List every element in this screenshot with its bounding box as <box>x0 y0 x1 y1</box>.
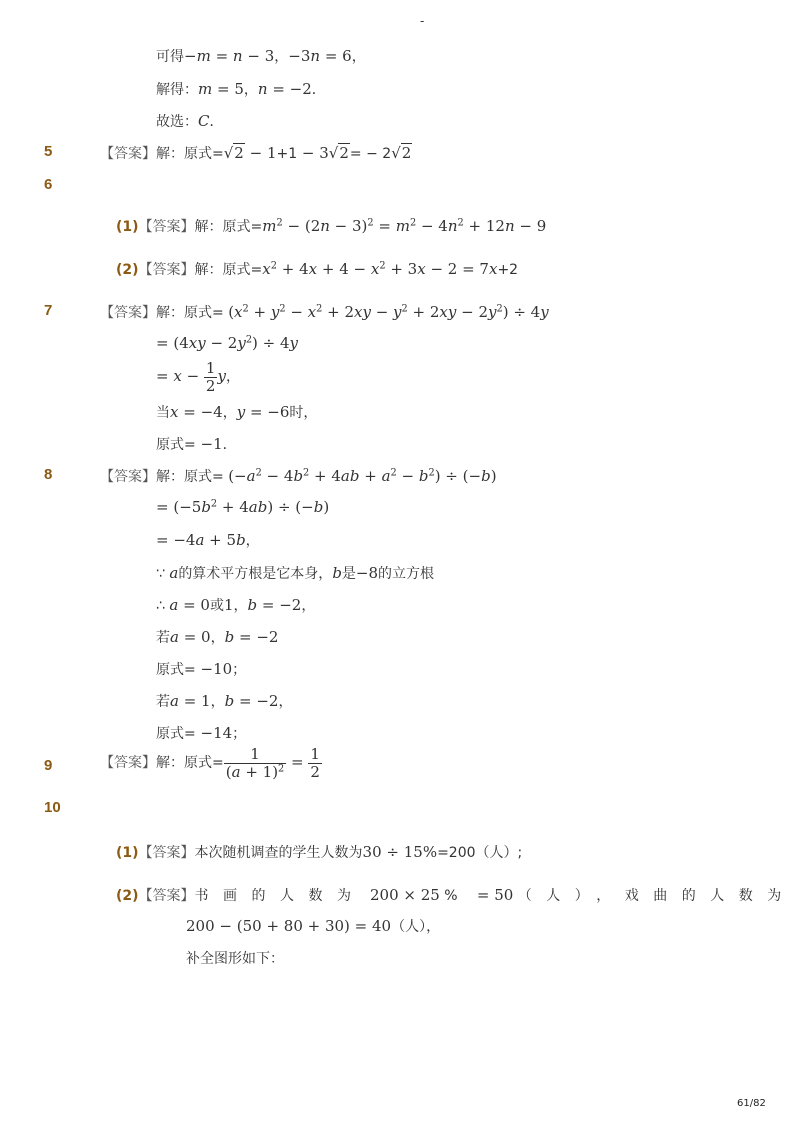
continuation-line-2: 解得：m = 5，n = −2． <box>156 80 326 98</box>
q7-line-1: 【答案】解：原式= $(x^2 + y^2 - x^2 + 2xy - y^2 + 2xy - 2y^2) \div 4y$ <box>100 303 549 321</box>
q8-line-9: 原式= −14； <box>156 724 247 742</box>
q8-line-3: = −4a + 5b， <box>156 531 260 549</box>
q7-line-4: 当x = −4，y = −6时， <box>156 403 318 421</box>
question-number-10: 10 <box>44 799 61 816</box>
continuation-line-1: 可得−m = n − 3，−3n = 6， <box>156 47 366 65</box>
question-number-6: 6 <box>44 176 53 193</box>
q8-line-5: ∴ a = 0或1，b = −2， <box>156 596 316 614</box>
q10-part1: (1)【答案】本次随机调查的学生人数为30 ÷ 15%=200（人）; <box>116 843 523 861</box>
q10-part2-line-1: (2)【答案】书画的人数为 200 × 25 % = 50 （人），戏曲的人数为 <box>116 886 796 904</box>
q8-line-6: 若a = 0，b = −2 <box>156 628 279 646</box>
header-mark: - <box>420 14 425 28</box>
question-number-5: 5 <box>44 143 53 160</box>
q8-line-8: 若a = 1，b = −2， <box>156 692 293 710</box>
page-number: 61/82 <box>737 1098 766 1109</box>
q7-line-3: = x − $\frac{1}{2}$ y， <box>156 359 240 395</box>
continuation-line-3: 故选：C． <box>156 112 224 130</box>
q8-line-1: 【答案】解：原式= $(-a^2 - 4b^2 + 4ab + a^2 - b^2) \div (-b)$ <box>100 467 497 485</box>
q5-answer: 【答案】解：原式=√2 − 1+1 − 3√2= − 2√2 <box>100 144 412 162</box>
q9-answer: 【答案】解：原式= $\frac{1}{(a + 1)^2}$ = $\frac{1}{2}$ <box>100 745 320 781</box>
q10-part2-line-2: 200 − (50 + 80 + 30) = 40（人）， <box>186 917 441 935</box>
question-number-9: 9 <box>44 757 53 774</box>
q6-part2: (2)【答案】解：原式$=x^2 + 4x + 4 - x^2 + 3x - 2 = 7x+2$ <box>116 260 519 278</box>
q7-line-2: = $(4xy - 2y^2) \div 4y$ <box>156 334 299 352</box>
q6-part1: (1)【答案】解：原式$=m^2 - (2n - 3)^2 = m^2 - 4n^2 + 12n - 9$ <box>116 217 547 235</box>
q8-line-7: 原式= −10； <box>156 660 247 678</box>
q7-line-5: 原式= −1． <box>156 435 237 453</box>
question-number-8: 8 <box>44 466 53 483</box>
question-number-7: 7 <box>44 302 53 319</box>
q8-line-4: ∵ a的算术平方根是它本身，b是−8的立方根 <box>156 564 435 582</box>
q10-part2-line-3: 补全图形如下： <box>186 951 284 967</box>
q8-line-2: = $(-5b^2 + 4ab) \div (-b)$ <box>156 498 330 516</box>
